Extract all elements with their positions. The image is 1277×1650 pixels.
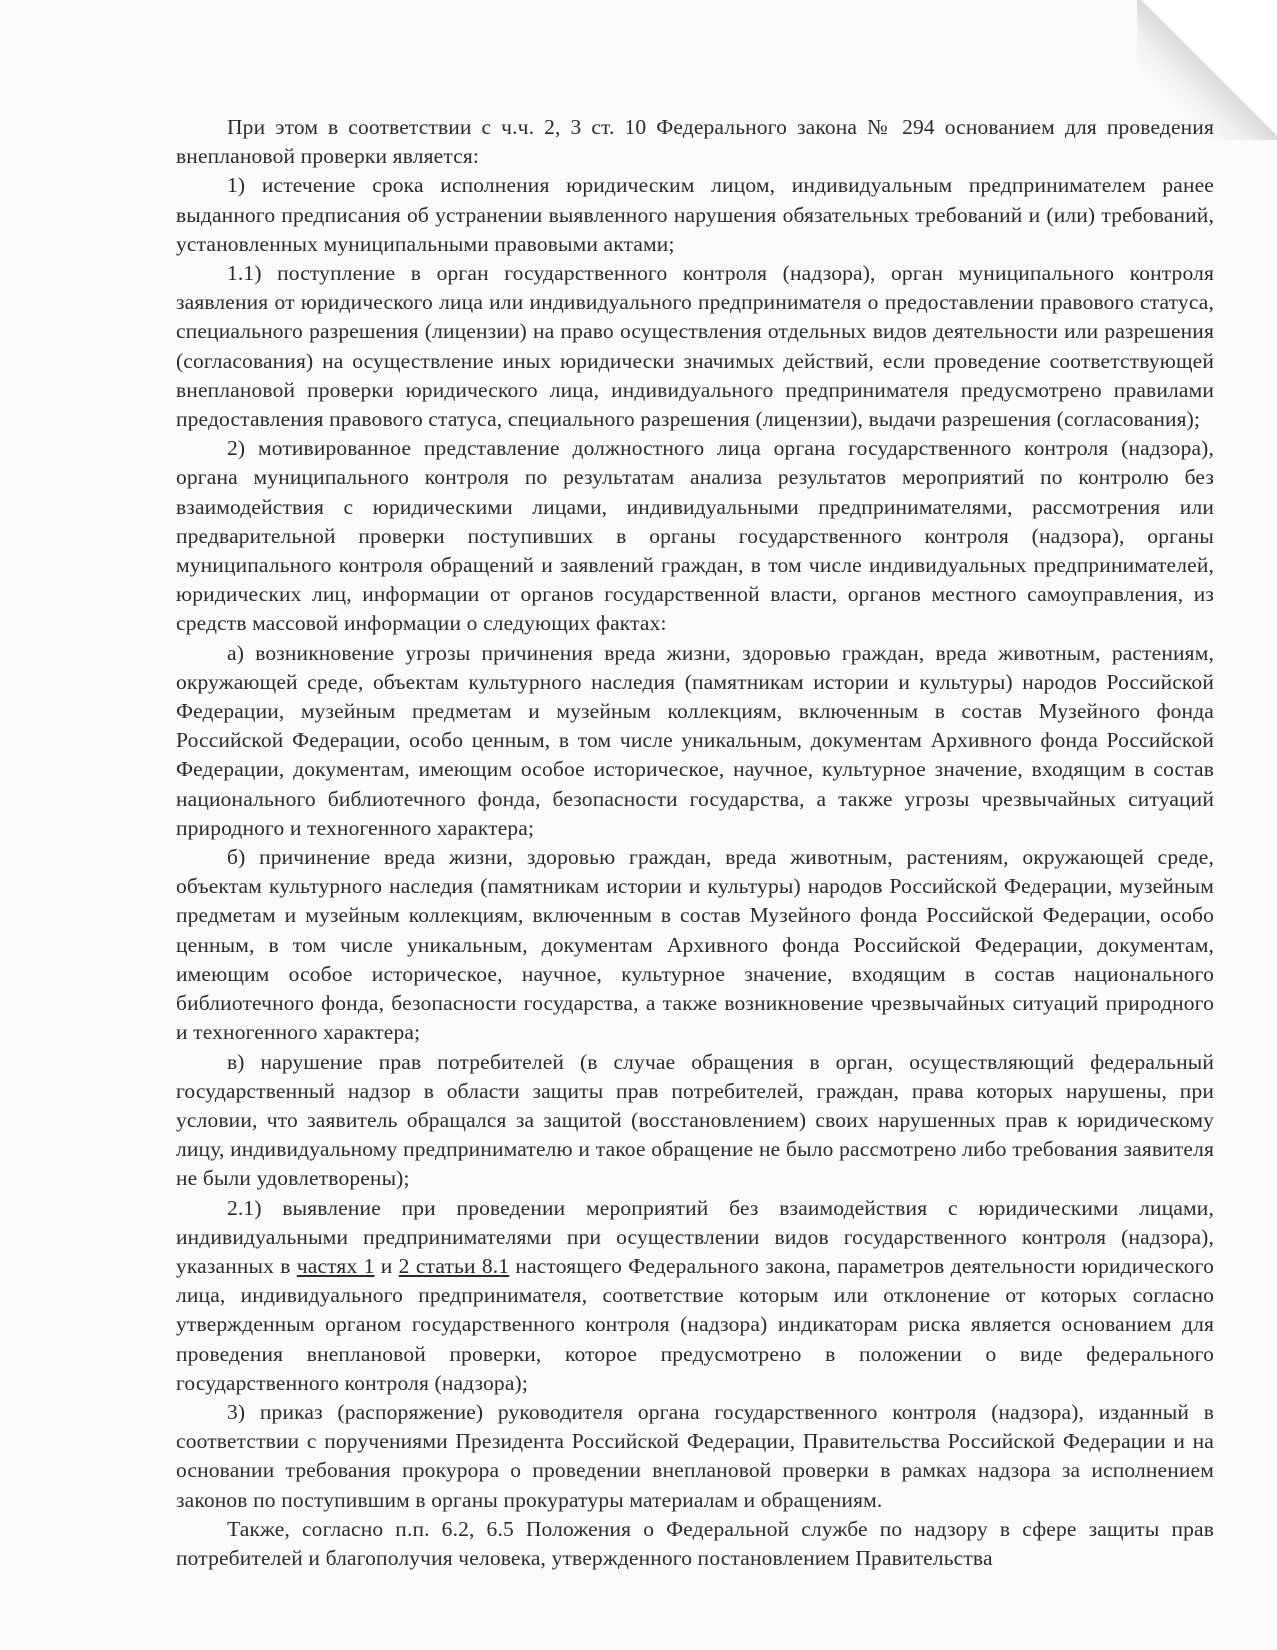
paragraph-item-3: 3) приказ (распоряжение) руководителя органа государственного контроля (надзора), изданный в соответствии с поручениями Президента Российской Федерации, Правительства Российской Федерации и на основании требования прокурора о проведении внеплановой проверки в рамках надзора за исполнением законов по поступившим в органы прокуратуры материалам и обращениям. xyxy=(176,1399,1214,1512)
paragraph-item-1-1: 1.1) поступление в орган государственного контроля (надзора), орган муниципального контроля заявления от юридического лица или индивидуального предпринимателя о предоставлении правового статуса, специального разрешения (лицензии) на право осуществления отдельных видов деятельности или разрешения (согласования) на осуществление иных юридически значимых действий, если проведение соответствующей внеплановой проверки юридического лица, индивидуального предпринимателя предусмотрено правилами предоставления правового статуса, специального разрешения (лицензии), выдачи разрешения (согласования); xyxy=(176,261,1214,432)
paragraph-item-2-1 xyxy=(176,1194,1214,1398)
paragraph-intro: При этом в соответствии с ч.ч. 2, 3 ст. 10 Федерального закона № 294 основанием для проведения внеплановой проверки является: xyxy=(176,115,1214,169)
p21-text-after: настоящего Федерального закона, параметров деятельности юридического лица, индивидуального предпринимателя, соответствие которым или отклонение от которых согласно утвержденным органом государственного контроля (надзора) индикаторам риска является основанием для проведения внеплановой проверки, которое предусмотрено в положении о виде федерального государственного контроля (надзора); xyxy=(176,1253,1214,1395)
p21-text-mid: и xyxy=(374,1253,399,1278)
document-body xyxy=(176,113,1214,1573)
paragraph-item-2-a: а) возникновение угрозы причинения вреда жизни, здоровью граждан, вреда животным, растениям, окружающей среде, объектам культурного наследия (памятникам истории и культуры) народов Российской Федерации, музейным предметам и музейным коллекциям, включенным в состав Музейного фонда Российской Федерации, особо ценным, в том числе уникальным, документам Архивного фонда Российской Федерации, документам, имеющим особое историческое, научное, культурное значение, входящим в состав национального библиотечного фонда, безопасности государства, а также угрозы чрезвычайных ситуаций природного и техногенного характера; xyxy=(176,640,1214,840)
paragraph-item-2: 2) мотивированное представление должностного лица органа государственного контроля (надзора), органа муниципального контроля по результатам анализа результатов мероприятий по контролю без взаимодействия с юридическими лицами, индивидуальными предпринимателями, рассмотрения или предварительной проверки поступивших в органы государственного контроля (надзора), органы муниципального контроля обращений и заявлений граждан, в том числе индивидуальных предпринимателей, юридических лиц, информации от органов государственной власти, органов местного самоуправления, из средств массовой информации о следующих фактах: xyxy=(176,436,1214,636)
p21-text-before: 2.1) выявление при проведении мероприятий без взаимодействия с юридическими лицами, индивидуальными предпринимателями при осуществлении видов государственного контроля (надзора), указанных в xyxy=(176,1195,1214,1278)
paragraph-item-2-v: в) нарушение прав потребителей (в случае обращения в орган, осуществляющий федеральный государственный надзор в области защиты прав потребителей, граждан, права которых нарушены, при условии, что заявитель обращался за защитой (восстановлением) своих нарушенных прав к юридическому лицу, индивидуальному предпринимателю и такое обращение не было рассмотрено либо требования заявителя не были удовлетворены); xyxy=(176,1049,1214,1191)
link-parts-1[interactable]: частях 1 xyxy=(296,1253,375,1278)
paragraph-item-2-b: б) причинение вреда жизни, здоровью граждан, вреда животным, растениям, окружающей среде, объектам культурного наследия (памятникам истории и культуры) народов Российской Федерации, музейным предметам и музейным коллекциям, включенным в состав Музейного фонда Российской Федерации, особо ценным, в том числе уникальным, документам Архивного фонда Российской Федерации, документам, имеющим особое историческое, научное, культурное значение, входящим в состав национального библиотечного фонда, безопасности государства, а также возникновение чрезвычайных ситуаций природного и техногенного характера; xyxy=(176,845,1214,1045)
link-article-8-1[interactable]: 2 статьи 8.1 xyxy=(398,1253,510,1278)
paragraph-also: Также, согласно п.п. 6.2, 6.5 Положения о Федеральной службе по надзору в сфере защиты прав потребителей и благополучия человека, утвержденного постановлением Правительства xyxy=(176,1516,1214,1570)
paragraph-item-1: 1) истечение срока исполнения юридическим лицом, индивидуальным предпринимателем ранее выданного предписания об устранении выявленного нарушения обязательных требований и (или) требований, установленных муниципальными правовыми актами; xyxy=(176,173,1214,256)
